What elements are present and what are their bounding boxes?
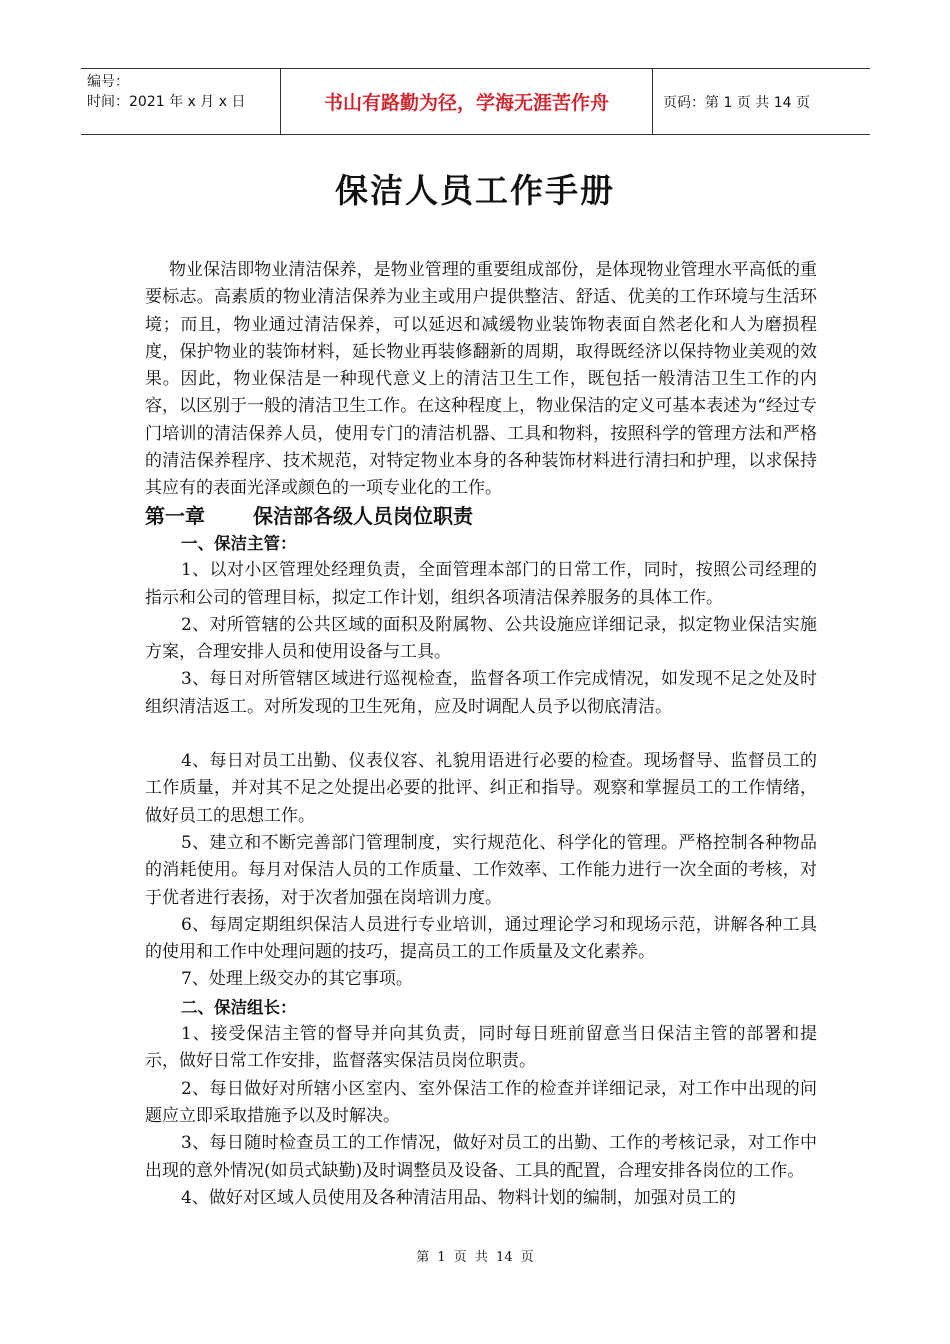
chapter-heading (145, 503, 817, 530)
chapter-number: 第一章 (145, 503, 205, 528)
section-heading: 一、保洁主管： (181, 533, 297, 553)
list-item: 4、做好对区域人员使用及各种清洁用品、物料计划的编制，加强对员工的 (181, 1187, 736, 1208)
list-item: 2、对所管辖的公共区域的面积及附属物、公共设施应详细记录，拟定物业保洁实施方案，合理安排人员和使用设备与工具。 (145, 614, 817, 663)
list-item: 1、接受保洁主管的督导并向其负责，同时每日班前留意当日保洁主管的部署和提示，做好日常工作安排，监督落实保洁员岗位职责。 (145, 1024, 817, 1072)
list-item: 5、建立和不断完善部门管理制度，实行规范化、科学化的管理。严格控制各种物品的消耗使用。每月对保洁人员的工作质量、工作效率、工作能力进行一次全面的考核，对于优者进行表扬，对于次者加强在岗培训力度。 (145, 832, 817, 908)
list-item: 7、处理上级交办的其它事项。 (181, 969, 413, 990)
time-label: 时间：2021 年 x 月 x 日 (87, 94, 246, 110)
header-motto: 书山有路勤为径，学海无涯苦作舟 (281, 69, 653, 134)
list-item: 3、每日对所管辖区域进行巡视检查，监督各项工作完成情况，如发现不足之处及时组织清洁返工。对所发现的卫生死角，应及时调配人员予以彻底清洁。 (145, 669, 817, 717)
header-meta (81, 69, 281, 134)
spacer (145, 721, 817, 748)
list-item: 4、每日对员工出勤、仪表仪容、礼貌用语进行必要的检查。现场督导、监督员工的工作质量，并对其不足之处提出必要的批评、纠正和指导。观察和掌握员工的工作情绪，做好员工的思想工作。 (145, 751, 817, 826)
number-label: 编号： (87, 74, 129, 90)
list-item: 6、每周定期组织保洁人员进行专业培训，通过理论学习和现场示范，讲解各种工具的使用和工作中处理问题的技巧，提高员工的工作质量及文化素养。 (145, 914, 817, 963)
intro-paragraph: 物业保洁即物业清洁保养，是物业管理的重要组成部份，是体现物业管理水平高低的重要标志。高素质的物业清洁保养为业主或用户提供整洁、舒适、优美的工作环境与生活环境；而且，物业通过清洁保养，可以延迟和减缓物业装饰物表面自然老化和人为磨损程度，保护物业的装饰材料，延长物业再装修翻新的周期，取得既经济以保持物业美观的效果。因此，物业保洁是一种现代意义上的清洁卫生工作，既包括一般清洁卫生工作的内容，以区别于一般的清洁卫生工作。在这种程度上，物业保洁的定义可基本表述为“经过专门培训的清洁保养人员，使用专门的清洁机器、工具和物料，按照科学的管理方法和严格的清洁保养程序、技术规范，对特定物业本身的各种装饰材料进行清扫和护理，以求保持其应有的表面光泽或颜色的一项专业化的工作。 (145, 260, 817, 499)
page-title: 保洁人员工作手册 (335, 171, 615, 210)
list-item: 2、每日做好对所辖小区室内、室外保洁工作的检查并详细记录，对工作中出现的问题应立即采取措施予以及时解决。 (145, 1078, 817, 1126)
page-header (81, 68, 870, 135)
page-footer: 第 1 页 共 14 页 (416, 1250, 534, 1265)
list-item: 1、以对小区管理处经理负责，全面管理本部门的日常工作，同时，按照公司经理的指示和公司的管理目标，拟定工作计划，组织各项清洁保养服务的具体工作。 (145, 560, 817, 608)
document-body (145, 257, 817, 1212)
list-item: 3、每日随时检查员工的工作情况，做好对员工的出勤、工作的考核记录，对工作中出现的意外情况(如员式缺勤)及时调整员及设备、工具的配置，合理安排各岗位的工作。 (145, 1133, 817, 1181)
header-page-code: 页码：第 1 页 共 14 页 (663, 94, 810, 111)
chapter-name: 保洁部各级人员岗位职责 (253, 503, 473, 528)
section-heading: 二、保洁组长： (181, 997, 297, 1017)
